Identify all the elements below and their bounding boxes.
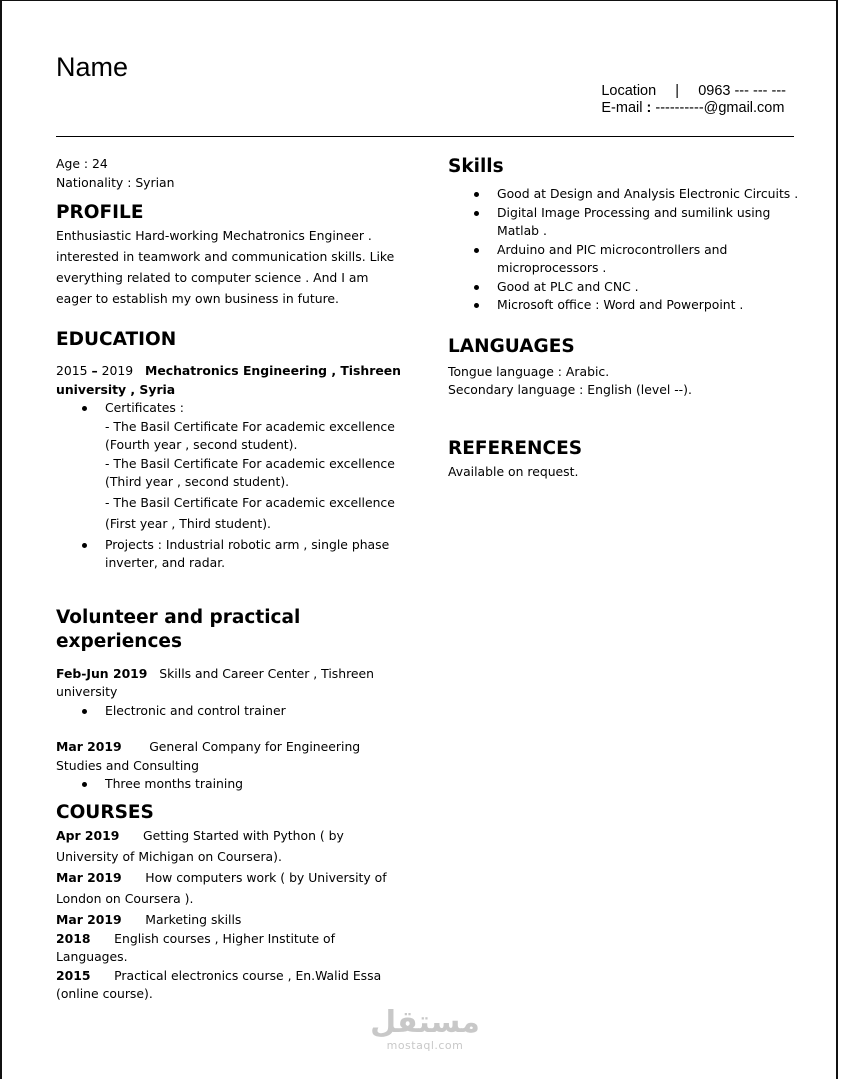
education-degree: [56, 362, 401, 399]
volunteer-org: Skills and Career Center , Tishreen university: [56, 665, 375, 699]
list-item: Good at PLC and CNC .: [448, 278, 803, 297]
education-title: Mechatronics Engineering , Tishreen university , Syria: [56, 363, 401, 397]
list-item: Good at Design and Analysis Electronic Circuits .: [448, 185, 803, 204]
course-item: [56, 867, 401, 909]
education-list: [56, 399, 401, 573]
course-item: [56, 825, 401, 867]
certificates-label: Certificates :: [105, 400, 184, 415]
course-item: [56, 930, 401, 967]
email-value: ----------@gmail.com: [655, 100, 785, 116]
email-colon: :: [646, 100, 652, 116]
course-text: English courses , Higher Institute of Languages.: [56, 930, 335, 964]
list-item: [56, 536, 401, 573]
course-text: Marketing skills: [145, 911, 242, 927]
email-label: E-mail: [601, 100, 643, 116]
volunteer-entry: [56, 665, 401, 702]
course-text: Getting Started with Python ( by University of Michigan on Coursera).: [56, 827, 344, 864]
education-heading: EDUCATION: [56, 329, 177, 350]
list-item: Three months training: [56, 775, 401, 794]
list-item: Electronic and control trainer: [56, 702, 401, 721]
tongue-language: Tongue language : Arabic.: [448, 363, 610, 379]
course-date: 2015: [56, 967, 91, 983]
contact-separator: |: [675, 83, 680, 99]
certificate-item: - The Basil Certificate For academic excellence (Fourth year , second student).: [105, 418, 395, 452]
course-item: [56, 967, 401, 1004]
list-item: Microsoft office : Word and Powerpoint .: [448, 296, 803, 315]
volunteer-date: Feb-Jun 2019: [56, 665, 148, 681]
languages-heading: LANGUAGES: [448, 335, 575, 357]
skills-heading: Skills: [448, 156, 504, 177]
phone-text: 0963 --- --- ---: [698, 83, 786, 99]
candidate-name: Name: [56, 52, 129, 82]
education-year-end: 2019: [101, 363, 134, 378]
profile-heading: PROFILE: [56, 202, 144, 223]
age-text: Age : 24: [56, 156, 108, 171]
skills-list: [448, 185, 803, 315]
list-item: Arduino and PIC microcontrollers and microprocessors .: [448, 241, 803, 278]
certificate-item: - The Basil Certificate For academic excellence (First year , Third student).: [105, 494, 395, 531]
certificate-item: - The Basil Certificate For academic excellence (Third year , second student).: [105, 455, 395, 489]
course-date: Mar 2019: [56, 911, 122, 927]
course-date: Apr 2019: [56, 827, 120, 843]
watermark-arabic: مستقل: [370, 1005, 480, 1040]
education-year-dash: –: [91, 363, 98, 378]
projects-text: Projects : Industrial robotic arm , single phase inverter, and radar.: [105, 536, 390, 570]
contact-line-1: [601, 83, 786, 100]
course-date: 2018: [56, 930, 91, 946]
courses-heading: COURSES: [56, 801, 154, 823]
contact-line-2: [601, 100, 786, 117]
volunteer-list: [56, 775, 401, 794]
right-column: [448, 155, 803, 481]
references-heading: REFERENCES: [448, 437, 583, 459]
course-date: Mar 2019: [56, 869, 122, 885]
location-text: Location: [601, 83, 657, 99]
header-divider: [56, 136, 794, 137]
profile-text: Enthusiastic Hard-working Mechatronics Engineer . interested in teamwork and communication skills. Like everything related to computer science . And I am eager to establish my own business in future.: [56, 228, 395, 306]
education-year-start: 2015: [56, 363, 88, 378]
volunteer-org: General Company for Engineering Studies and Consulting: [56, 739, 361, 773]
volunteer-heading: Volunteer and practical experiences: [56, 606, 301, 652]
list-item: [56, 399, 401, 534]
references-text: Available on request.: [448, 463, 579, 479]
contact-block: [601, 83, 786, 117]
watermark-latin: mostaql.com: [386, 1039, 464, 1052]
volunteer-entry: [56, 738, 401, 775]
course-text: Practical electronics course , En.Walid Essa (online course).: [56, 967, 382, 1001]
list-item: Digital Image Processing and sumilink using Matlab .: [448, 204, 803, 241]
course-item: [56, 909, 401, 930]
courses-list: [56, 825, 401, 930]
volunteer-list: [56, 702, 401, 721]
secondary-language: Secondary language : English (level --).: [448, 382, 692, 397]
nationality-text: Nationality : Syrian: [56, 174, 175, 190]
course-text: How computers work ( by University of London on Coursera ).: [56, 869, 387, 906]
courses-list-tail: [56, 930, 401, 1004]
mostaql-watermark: [370, 1006, 480, 1052]
volunteer-date: Mar 2019: [56, 739, 122, 754]
left-column: [56, 155, 401, 1004]
